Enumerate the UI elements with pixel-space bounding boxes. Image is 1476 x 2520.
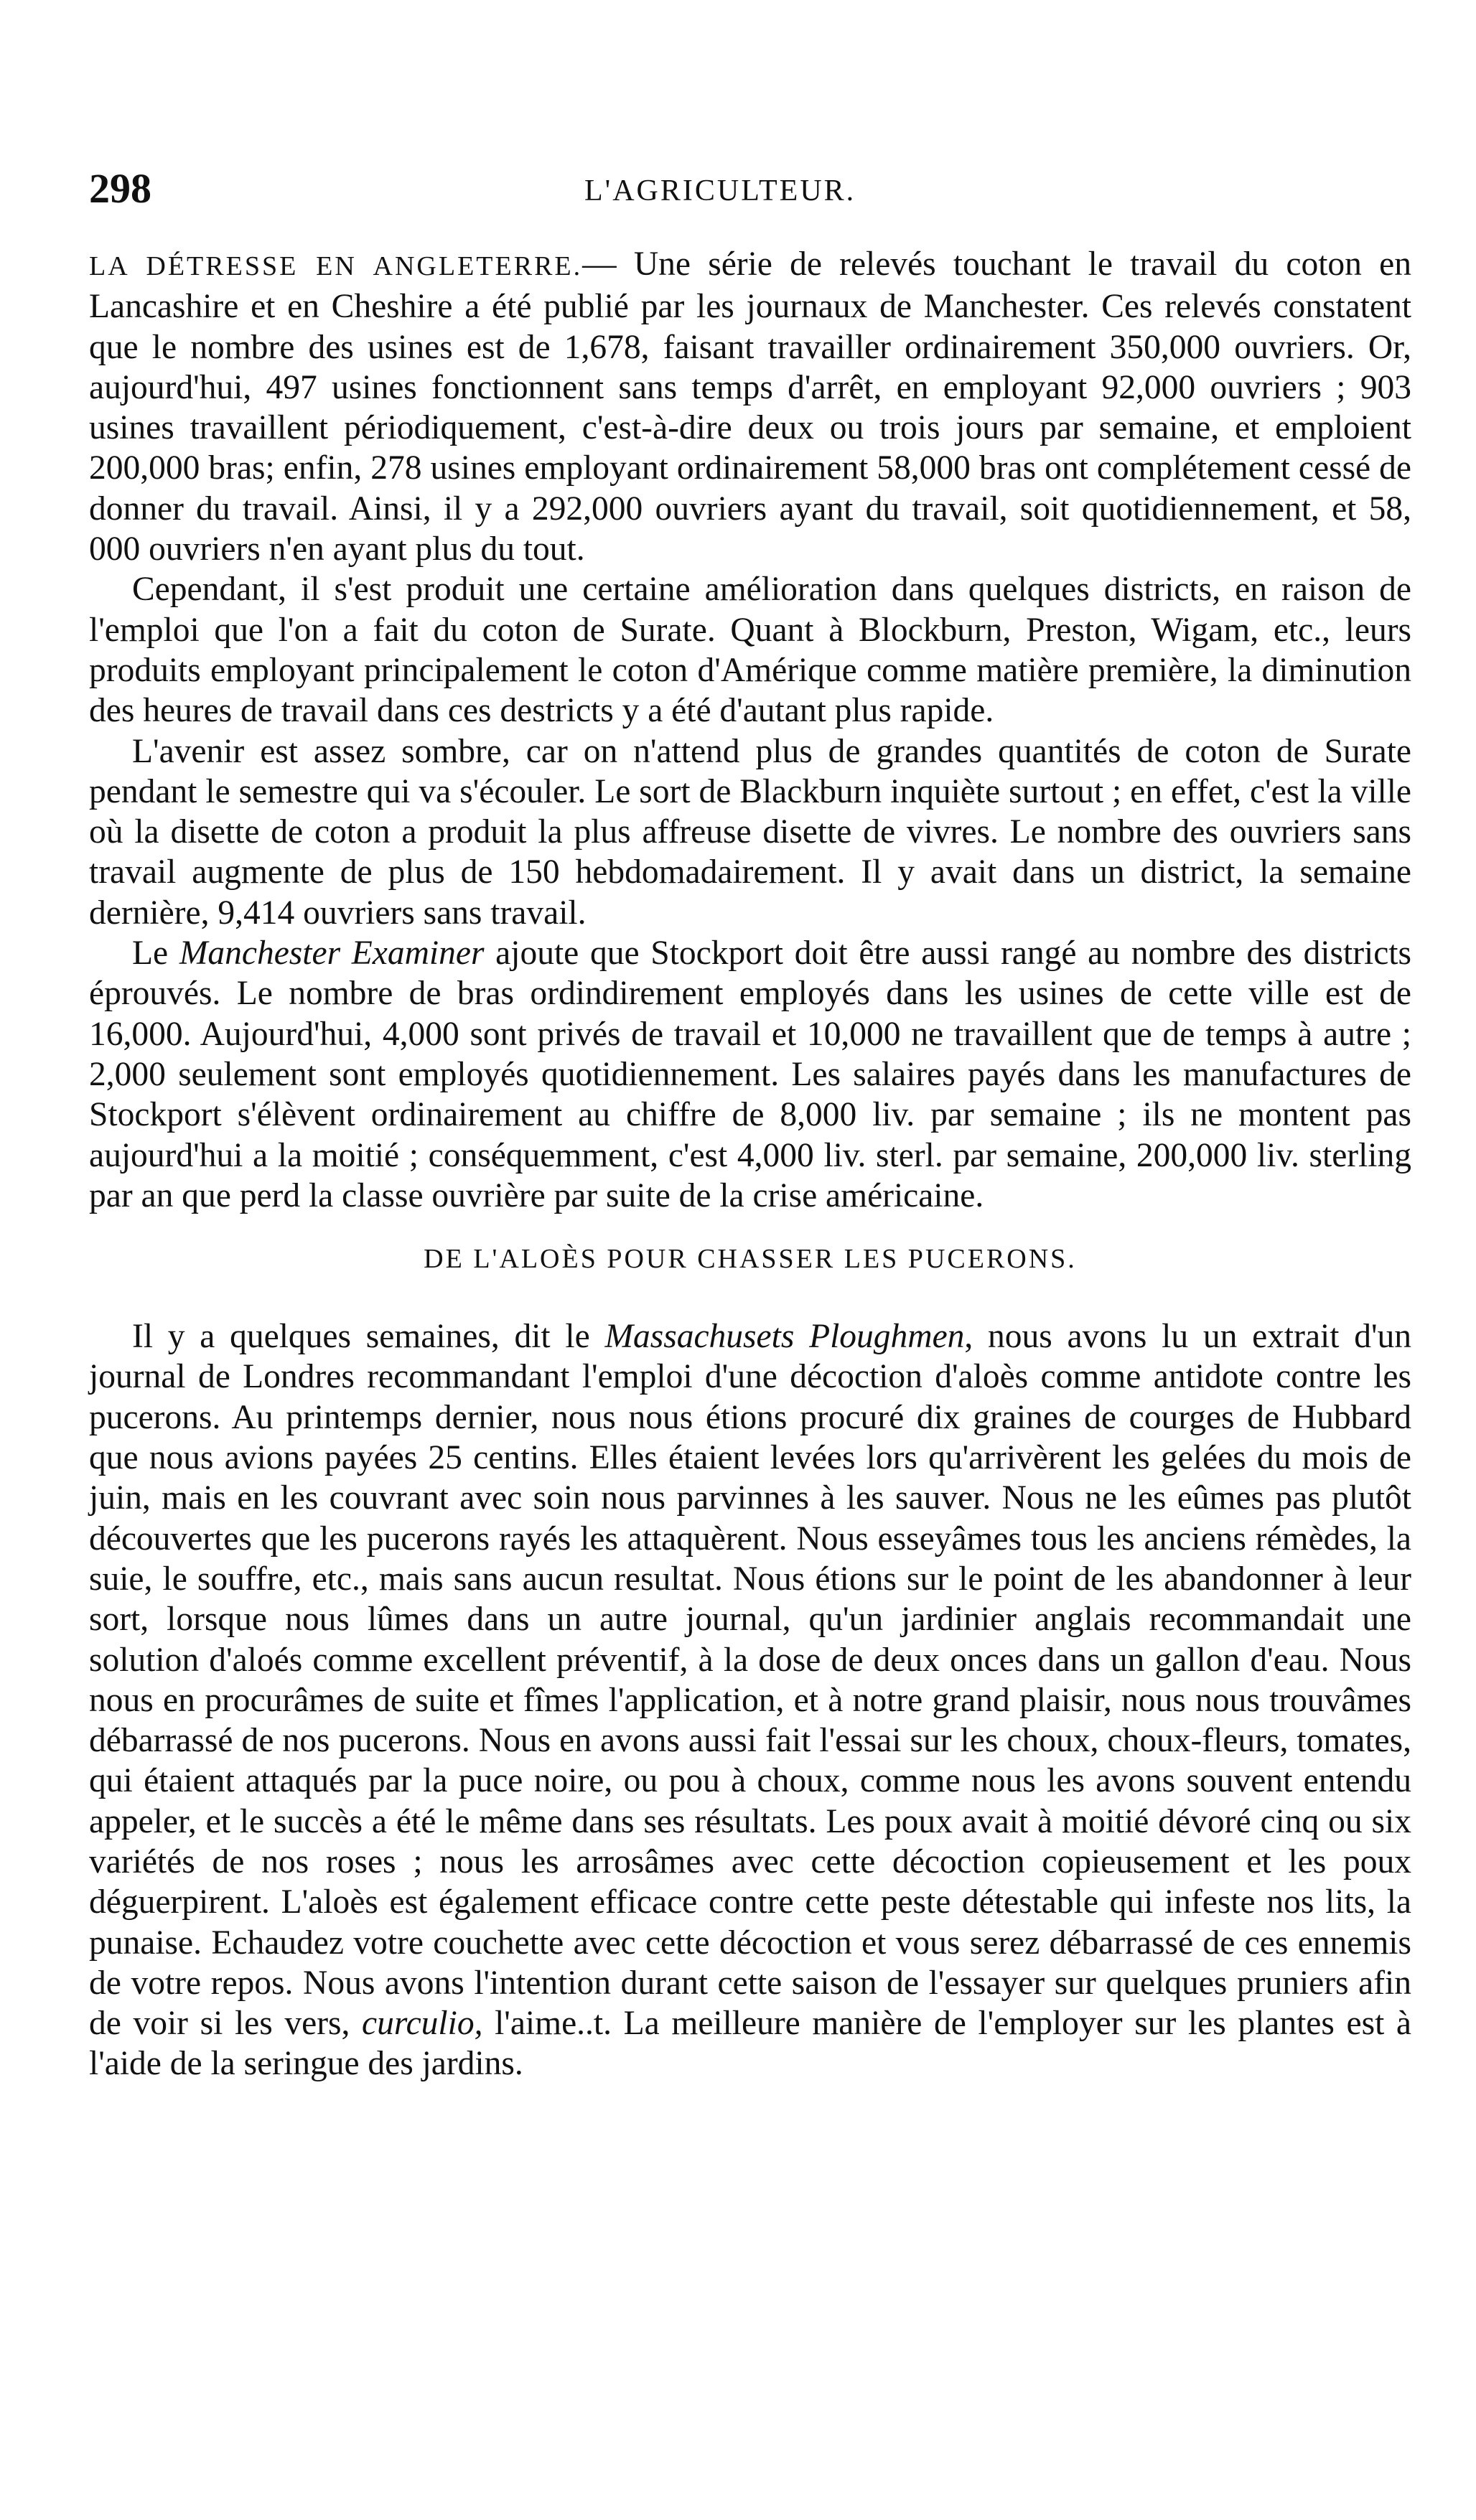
article-detresse-paragraph-2: Cependant, il s'est produit une certaine amélioration dans quelques districts, en raison de l'emploi que l'on a fait du coton de Surate. Quant à Blockburn, Preston, Wigam, etc., leurs produits employant principalement le coton d'Amérique comme matière première, la diminution des heures de travail dans ces destricts y a été d'autant plus rapide.: [89, 571, 1411, 730]
aloes-paragraph-intro: Il y a quelques semaines, dit le: [132, 1318, 605, 1356]
article-aloes-paragraph-1: [89, 1316, 1411, 2084]
page-number: 298: [89, 165, 151, 212]
article-detresse-paragraph-4: [89, 933, 1411, 1216]
aloes-paragraph-end: l'aime..t. La meilleure manière de l'employer sur les plantes est à l'aide de la seringue des jardins.: [89, 2005, 1411, 2083]
article-detresse-paragraph-1: [89, 244, 1411, 569]
paragraph-4-intro: Le: [132, 935, 179, 973]
aloes-paragraph-body: , nous avons lu un extrait d'un journal de Londres recommandant l'emploi d'une décoction d'aloès comme antidote contre les pucerons. Au printemps dernier, nous nous étions procuré dix graines de courges de Hubbard que nous avions payées 25 centins. Elles étaient levées lors qu'arrivèrent les gelées du mois de juin, mais en les couvrant avec soin nous parvinnes à les sauver. Nous ne les eûmes pas plutôt découvertes que les pucerons rayés les attaquèrent. Nous esseyâmes tous les anciens rémèdes, la suie, le souffre, etc., mais sans aucun resultat. Nous étions sur le point de les abandonner à leur sort, lorsque nous lûmes dans un autre journal, qu'un jardinier anglais recommandait une solution d'aloés comme excellent préventif, à la dose de deux onces dans un gallon d'eau. Nous nous en procurâmes de suite et fîmes l'application, et à notre grand plaisir, nous nous trouvâmes débarrassé de nos pucerons. Nous en avons aussi fait l'essai sur les choux, choux-fleurs, tomates, qui étaient attaqués par la puce noire, ou pou à choux, comme nous les avons souvent entendu appeler, et le succès a été le même dans ses résultats. Les poux avait à moitié dévoré cinq ou six variétés de nos roses ; nous les arrosâmes avec cette décoction copieusement et les poux déguerpirent. L'aloès est également efficace contre cette peste détestable qui infeste nos lits, la punaise. Echaudez votre couchette avec cette décoction et vous serez débarrassé de ces ennemis de votre repos. Nous avons l'intention durant cette saison de l'essayer sur quelques pruniers afin de voir si les vers,: [89, 1318, 1411, 2043]
running-title: L'AGRICULTEUR.: [584, 174, 856, 207]
newspaper-title-massachusets-ploughmen: Massachusets Ploughmen: [604, 1318, 965, 1356]
article-detresse-paragraph-1-text: — Une série de relevés touchant le travail du coton en Lancashire et en Cheshire a été publié par les journaux de Manchester. Ces relevés constatent que le nombre des usines est de 1,678, faisant travailler ordinairement 350,000 ouvriers. Or, aujourd'hui, 497 usines fonctionnent sans temps d'arrêt, en employant 92,000 ouvriers ; 903 usines travaillent périodiquement, c'est-à-dire deux ou trois jours par semaine, et emploient 200,000 bras; enfin, 278 usines employant ordinairement 58,000 bras ont complétement cessé de donner du travail. Ainsi, il y a 292,000 ouvriers ayant du travail, soit quotidiennement, et 58, 000 ouvriers n'en ayant plus du tout.: [89, 245, 1411, 568]
body-text: [89, 244, 1411, 2084]
section-heading-aloes: DE L'ALOÈS POUR CHASSER LES PUCERONS.: [424, 1244, 1077, 1275]
newspaper-title-manchester-examiner: Manchester Examiner: [179, 935, 485, 973]
article-detresse-paragraph-3: L'avenir est assez sombre, car on n'attend plus de grandes quantités de coton de Surate pendant le semestre qui va s'écouler. Le sort de Blackburn inquiète surtout ; en effet, c'est la ville où la disette de coton a produit la plus affreuse disette de vivres. Le nombre des ouvriers sans travail augmente de plus de 150 hebdomadairement. Il y avait dans un district, la semaine dernière, 9,414 ouvriers sans travail.: [89, 732, 1411, 932]
term-curculio: curculio,: [362, 2005, 483, 2043]
paragraph-4-rest: ajoute que Stockport doit être aussi rangé au nombre des districts éprouvés. Le nombre de bras ordindirement employés dans les usines de cette ville est de 16,000. Aujourd'hui, 4,000 sont privés de travail et 10,000 ne travaillent que de temps à autre ; 2,000 seulement sont employés quotidiennement. Les salaires payés dans les manufactures de Stockport s'élèvent ordinairement au chiffre de 8,000 liv. par semaine ; ils ne montent pas aujourd'hui a la moitié ; conséquemment, c'est 4,000 liv. sterl. par semaine, 200,000 liv. sterling par an que perd la classe ouvrière par suite de la crise américaine.: [89, 935, 1411, 1214]
running-head: [89, 164, 1411, 221]
article-detresse-lead: LA DÉTRESSE EN ANGLETERRE.: [89, 251, 583, 281]
